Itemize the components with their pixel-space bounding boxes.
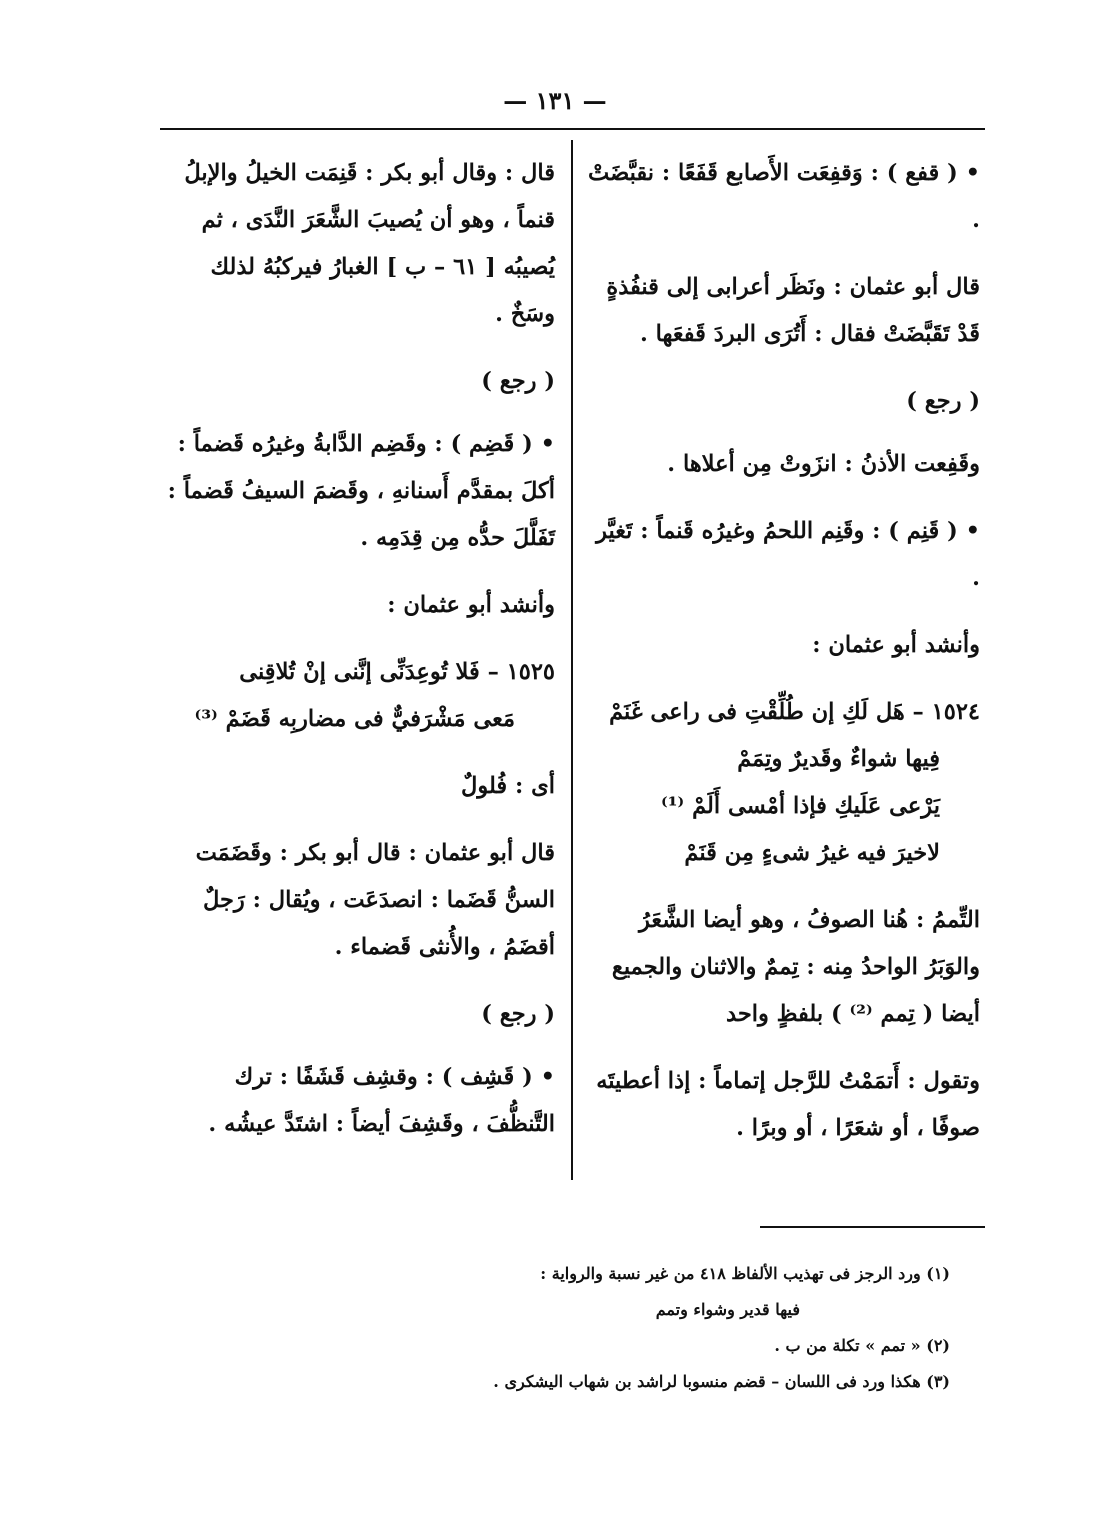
verse-line: ١٥٢٤ – هَل لَكِ إن طُلِّقْتِ فى راعى غَنَمْ xyxy=(609,699,980,725)
header-rule xyxy=(160,128,985,130)
entry-qashif: • ( قَشِف ) : وقشِف قَشَفًا : ترك التَّنظُّفَ ، وقَشِفَ أيضاً : اشتَدَّ عيشُه . xyxy=(208,1064,555,1137)
entry-qafa: • ( قفع ) : وَقفِعَت الأَصابع قَفَعًا : نقبَّضَتْ . xyxy=(587,160,980,233)
gloss: أى : فُلولٌ xyxy=(460,773,555,799)
reference-marker: ( رجع ) xyxy=(481,368,555,394)
paragraph: قال أبو عثمان : قال أبو بكر : وقَضَمَت السنُّ قَضَما : انصدَعَت ، ويُقال : رَجلٌ أقضَمُ ، والأُنثى قَضماء . xyxy=(195,840,555,960)
verse-intro: وأنشد أبو عثمان : xyxy=(387,592,555,618)
entry-qadim: • ( قَضِم ) : وقَضِم الدَّابةُ وغيرُه قَضماً : أكلَ بمقدَّم أَسنانهِ ، وقَضمَ السيفُ قَضماً : تَفَلَّلَ حدُّه مِن قِدَمِه . xyxy=(167,431,555,551)
verse-line: ١٥٢٥ – فَلا تُوعِدَنِّى إنَّنى إنْ تُلاقِنى xyxy=(239,659,555,685)
right-column xyxy=(585,150,980,1172)
reference-marker: ( رجع ) xyxy=(906,388,980,414)
verse-line: فِيها شواءٌ وقَديرٌ وتِمَمْ xyxy=(737,746,940,772)
paragraph: التِّممُ : هُنا الصوفُ ، وهو أيضا الشَّعَرُ والوَبَرُ الواحدُ مِنه : تِممٌ والاثنان والجميع أيضا ( تِمم ⁽²⁾ ) بلفظٍ واحد xyxy=(611,907,980,1027)
paragraph: وقَفِعت الأذنُ : انزَوتْ مِن أعلاها . xyxy=(667,451,980,477)
paragraph: قال : وقال أبو بكر : قَنِمَت الخيلُ والإبلُ قنماً ، وهو أن يُصيبَ الشَّعَرَ النَّدَى ، ثم يُصيبُه [ ٦١ – ب ] الغبارُ فيركبُهُ لذلك وسَخٌ . xyxy=(184,160,555,327)
footnote-1-quote: فيها قدير وشواء وتمم xyxy=(655,1300,800,1319)
verse-intro: وأنشد أبو عثمان : xyxy=(812,632,980,658)
page-number: — ١٣١ — xyxy=(503,86,607,115)
footnote-rule xyxy=(760,1226,985,1228)
paragraph: وتقول : أَتمَمْتُ للرَّجل إتماماً : إذا أعطيتَه صوفًا ، أو شعَرًا ، أو وبرًا . xyxy=(596,1068,980,1141)
footnotes xyxy=(420,1256,950,1400)
entry-qanim: • ( قَنِم ) : وقَنِم اللحمُ وغيرُه قَنماً : تَغيَّر . xyxy=(596,518,980,591)
verse-line: مَعى مَشْرَفيٌّ فى مضاربِه قَضَمْ ⁽³⁾ xyxy=(194,706,515,732)
verse-line: لاخيرَ فيه غيرُ شىءٍ مِن قَنَمْ xyxy=(684,840,940,866)
verse-1524 xyxy=(585,689,980,877)
column-divider xyxy=(571,140,573,1180)
paragraph: قال أبو عثمان : ونَظَر أعرابى إلى قنفُذةٍ قَدْ تَقَبَّضَتْ فقال : أَتُرَى البردَ قَفعَها . xyxy=(606,274,980,347)
footnote-2: (٢) « تمم » تكلة من ب . xyxy=(774,1336,950,1355)
footnote-3: (٣) هكذا ورد فى اللسان – قضم منسوبا لراشد بن شهاب اليشكرى . xyxy=(493,1372,950,1391)
verse-1525 xyxy=(160,649,555,743)
verse-line: يَرْعى عَلَيكِ فإذا أمْسى أَلَمْ ⁽¹⁾ xyxy=(660,793,940,819)
footnote-1: (١) ورد الرجز فى تهذيب الألفاظ ٤١٨ من غير نسبة والرواية : xyxy=(540,1264,950,1283)
left-column xyxy=(160,150,555,1168)
reference-marker: ( رجع ) xyxy=(481,1001,555,1027)
